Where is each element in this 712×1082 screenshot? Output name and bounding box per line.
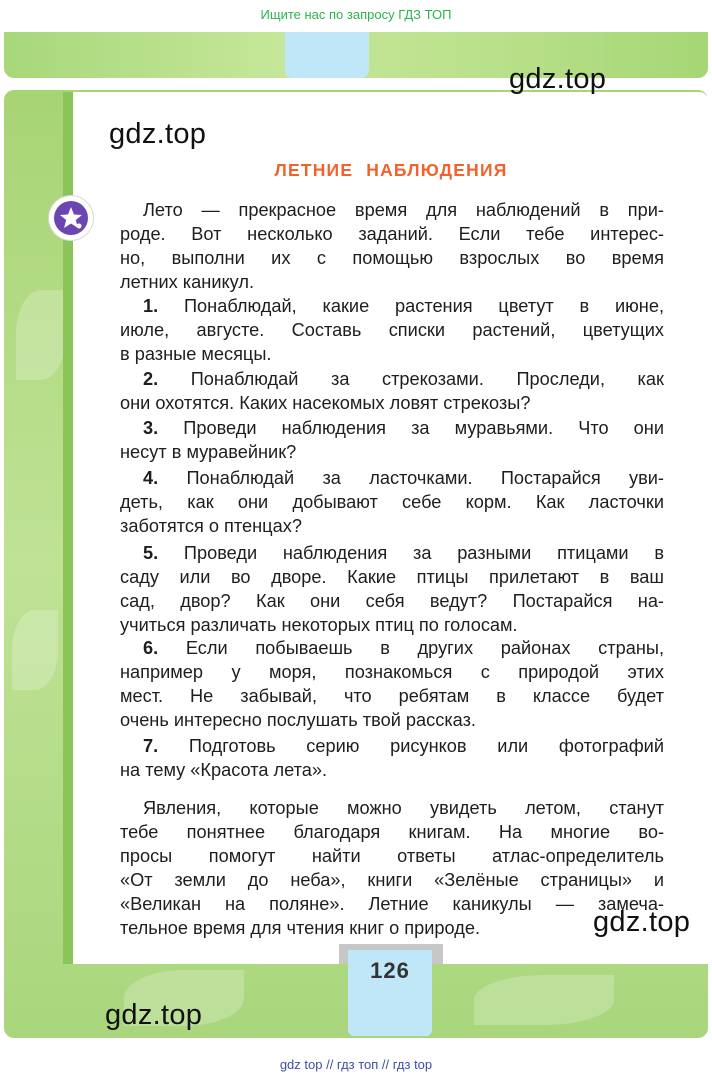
text-line: Понаблюдай, какие растения цветут в июне, [183,296,664,316]
text-line: в разные месяцы. [120,344,272,365]
page-title: ЛЕТНИЕ НАБЛЮДЕНИЯ [274,160,508,180]
text-line: несут в муравейник? [120,442,297,463]
task-item [120,294,664,366]
text-line: деть, как они добывают себе корм. Как ласточки [120,492,664,513]
intro-paragraph [120,198,664,294]
watermark: gdz.top [593,906,691,938]
watermark: gdz.top [509,63,607,95]
text-line: тельное время для чтения книг о природе. [120,918,481,939]
text-line: просы помогут найти ответы атлас-определитель [120,846,664,867]
leaf-decor [12,610,58,690]
star-icon [54,201,88,235]
page-number: 126 [370,958,410,983]
watermark: gdz.top [109,118,207,150]
task-number: 3. [143,418,159,438]
task-item [120,541,664,637]
task-number: 4. [143,468,159,488]
text-line: Подготовь серию рисунков или фотографий [188,736,664,756]
text-line: июле, августе. Составь списки растений, цветущих [120,320,664,341]
text-line: роде. Вот несколько заданий. Если тебе интерес- [120,224,664,245]
task-number: 7. [143,736,159,756]
text-line: учиться различать некоторых птиц по голосам. [120,615,518,636]
task-number: 2. [143,369,159,389]
top-banner[interactable]: Ищите нас по запросу ГДЗ ТОП [260,7,452,22]
text-line: мест. Не забывай, что ребятам в классе будет [120,686,664,707]
text-line: сад, двор? Как они себя ведут? Постарайся на- [120,591,664,612]
text-line: Понаблюдай за ласточками. Постарайся уви- [186,468,664,488]
task-number: 6. [143,638,159,658]
star-badge-icon [49,196,93,240]
leaf-decor [474,975,614,1025]
footer-links[interactable]: gdz top // гдз топ // гдз top [279,1057,433,1072]
text-line: очень интересно послушать твой рассказ. [120,710,476,731]
watermark: gdz.top [105,999,203,1031]
text-line: Лето — прекрасное время для наблюдений в при- [143,200,664,220]
text-line: Явления, которые можно увидеть летом, станут [143,798,664,818]
text-line: Проведи наблюдения за разными птицами в [183,543,664,563]
task-item [120,367,664,415]
text-line: заботятся о птенцах? [120,516,302,537]
text-line: Если побываешь в других районах страны, [185,638,664,658]
task-item [120,636,664,732]
text-line: но, выполни их с помощью взрослых во время [120,248,664,269]
text-line: например у моря, познакомься с природой этих [120,662,664,683]
text-line: Проведи наблюдения за муравьями. Что они [183,418,664,438]
leaf-decor [16,290,66,380]
task-number: 5. [143,543,159,563]
text-line: «Великан на поляне». Летние каникулы — замеча- [120,894,664,915]
text-line: на тему «Красота лета». [120,760,328,781]
text-line: они охотятся. Каких насекомых ловят стрекозы? [120,393,531,414]
star-badge-inner [54,201,88,235]
text-line: летних каникул. [120,272,254,293]
task-item [120,466,664,538]
task-number: 1. [143,296,159,316]
top-page-tab [285,32,369,78]
text-line: «От земли до неба», книги «Зелёные страницы» и [120,870,664,891]
outro-paragraph [120,796,664,941]
text-line: саду или во дворе. Какие птицы прилетают в ваш [120,567,664,588]
text-line: Понаблюдай за стрекозами. Проследи, как [190,369,664,389]
task-item [120,734,664,782]
task-item [120,416,664,464]
text-line: тебе понятнее благодаря книгам. На многие во- [120,822,664,843]
